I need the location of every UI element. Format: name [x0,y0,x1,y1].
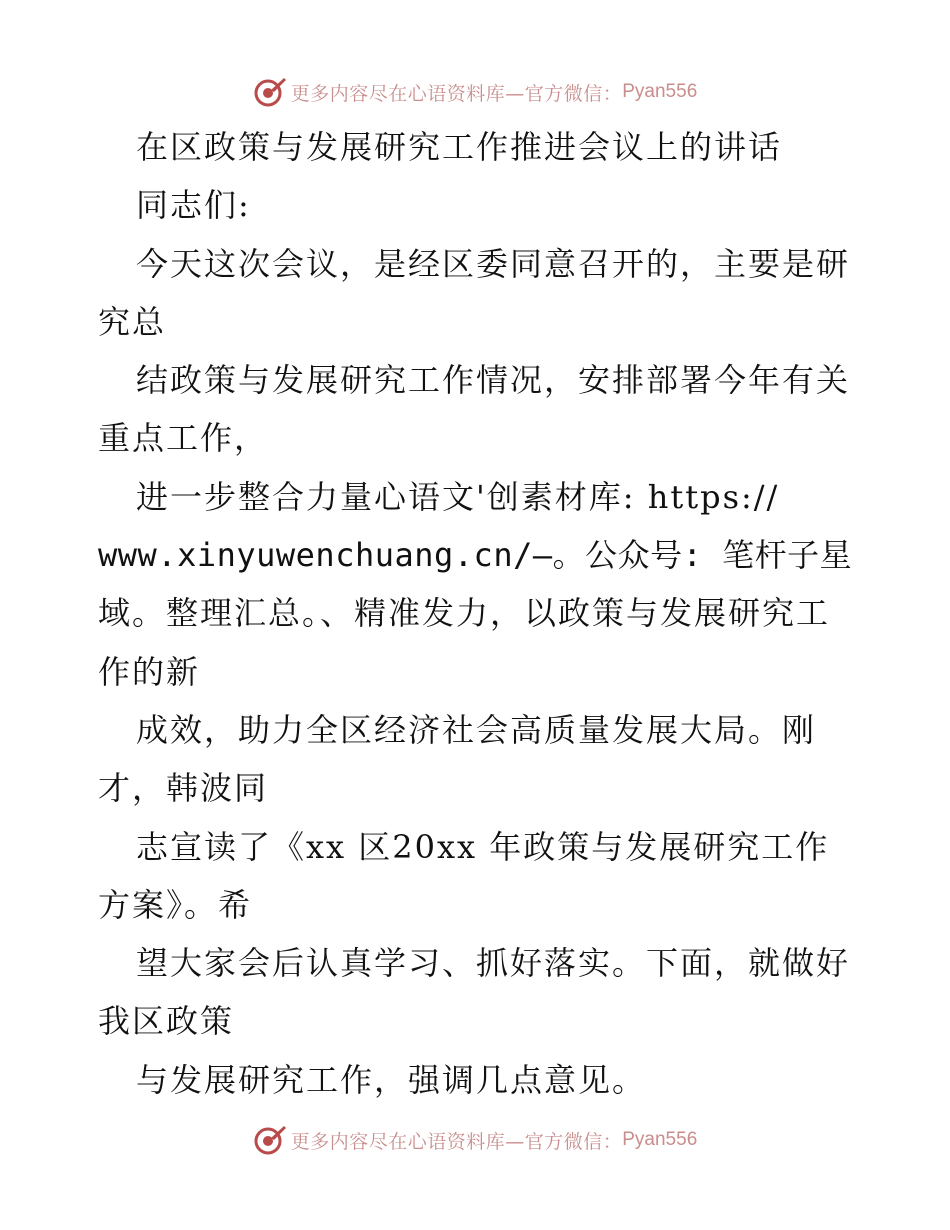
watermark-banner-bottom [0,1120,950,1160]
watermark-id: Pyan556 [622,81,698,102]
paragraph-line: 进一步整合力量心语文'创素材库: https:// [136,477,780,516]
paragraph-line: 望大家会后认真学习、抓好落实。下面，就做好 [136,944,851,983]
watermark-banner-top [0,72,950,112]
watermark-text: 更多内容尽在心语资料库—官方微信： [290,82,623,105]
paragraph-line: 与发展研究工作，强调几点意见。 [136,1060,647,1099]
paragraph-line: 结政策与发展研究工作情况，安排部署今年有关 [136,361,851,400]
document-title: 在区政策与发展研究工作推进会议上的讲话 [136,128,783,166]
watermark-text: 更多内容尽在心语资料库—官方微信： [290,1130,623,1153]
paragraph-line: 作的新 [98,652,201,691]
paragraph-line: 重点工作， [98,419,269,458]
paragraph-line: 域。整理汇总。、精准发力，以政策与发展研究工 [98,594,831,633]
paragraph-line: 成效，助力全区经济社会高质量发展大局。刚 [136,710,817,749]
pen-logo-icon [253,75,287,109]
paragraph-line: 才，韩波同 [98,769,269,808]
paragraph-line: www.xinyuwenchuang.cn/—。公众号: 笔杆子星 [98,536,853,575]
paragraph-line: 究总 [98,302,167,341]
paragraph-line: 今天这次会议，是经区委同意召开的，主要是研 [136,244,851,283]
pen-logo-icon [253,1123,287,1157]
paragraph-line: 志宣读了《xx 区20xx 年政策与发展研究工作 [136,827,830,866]
document-body [98,118,858,1109]
paragraph-line: 方案》。希 [98,885,253,924]
salutation: 同志们: [136,186,251,225]
watermark-id: Pyan556 [622,1129,698,1150]
paragraph-line: 我区政策 [98,1002,235,1041]
